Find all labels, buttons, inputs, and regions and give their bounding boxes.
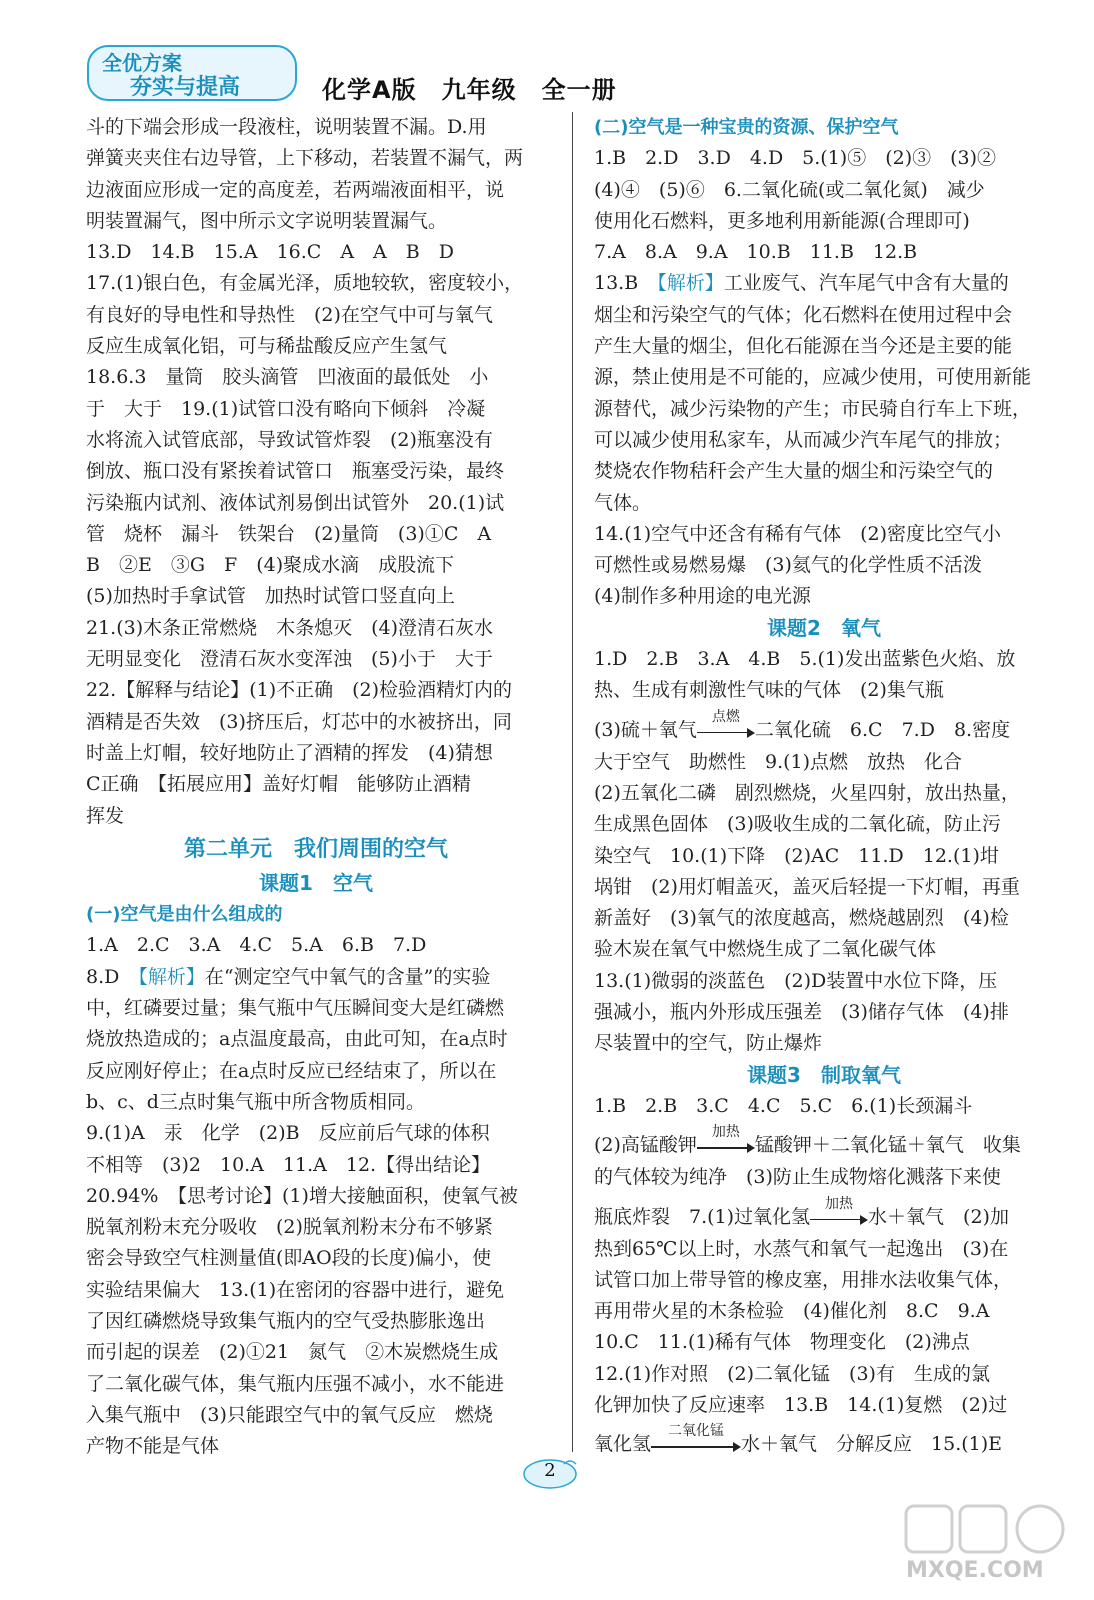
section2b-line-3: 源替代，减少污染物的产生；市民骑自行车上下班， <box>594 397 1032 420</box>
section1-line-2: 烧放热造成的；a点温度最高，由此可知，在a点时 <box>86 1028 508 1051</box>
eq4-condition: 二氧化锰 <box>668 1423 725 1440</box>
section2b-line-0: 烟尘和污染空气的气体；化石燃料在使用过程中会 <box>594 303 1013 326</box>
section2b-line-7: 14.(1)空气中还含有稀有气体 (2)密度比空气小 <box>594 522 1002 545</box>
left-line-7: 反应生成氧化铝，可与稀盐酸反应产生氢气 <box>86 335 448 358</box>
section1-line-7: 20.94% 【思考讨论】(1)增大接触面积，使氧气被 <box>86 1184 518 1207</box>
left-line-13: 管 烧杯 漏斗 铁架台 (2)量筒 (3)①C A <box>86 522 492 545</box>
left-line-3: 明装置漏气，图中所示文字说明装置漏气。 <box>86 209 448 232</box>
left-line-5: 17.(1)银白色，有金属光泽，质地较软，密度较小， <box>86 272 524 295</box>
eq1-reactants: (3)硫＋氧气 <box>594 718 697 741</box>
lesson3b-line-1: 试管口加上带导管的橡皮塞，用排水法收集气体， <box>594 1268 1013 1291</box>
lesson3-title: 课题3 制取氧气 <box>747 1062 901 1087</box>
lesson2b-line-5: 新盖好 (3)氧气的浓度越高，燃烧越剧烈 (4)检 <box>594 907 1009 930</box>
section2b-line-1: 产生大量的烟尘，但化石能源在当今还是主要的能 <box>594 335 1013 358</box>
lesson3b-line-2: 再用带火星的木条检验 (4)催化剂 8.C 9.A <box>594 1300 990 1323</box>
lesson2b-line-2: 生成黑色固体 (3)吸收生成的二氧化硫，防止污 <box>594 813 1001 836</box>
reaction-arrow-icon <box>810 1195 868 1227</box>
unit-title: 第二单元 我们周围的空气 <box>183 836 448 862</box>
lesson2b-line-0: 大于空气 助燃性 9.(1)点燃 放热 化合 <box>594 750 963 773</box>
equation-h2o2-mno2 <box>594 1421 1054 1461</box>
left-line-1: 弹簧夹夹住右边导管，上下移动，若装置不漏气，两 <box>86 147 524 170</box>
eq1-products: 二氧化硫 6.C 7.D 8.密度 <box>754 718 1011 741</box>
left-line-16: 21.(3)木条正常燃烧 木条熄灭 (4)澄清石灰水 <box>86 616 494 639</box>
equation-h2o2-heat <box>594 1194 1054 1234</box>
column-divider <box>572 112 573 1452</box>
lesson2a-line-1: 热、生成有刺激性气味的气体 (2)集气瓶 <box>594 679 944 702</box>
section1-line-9: 密会导致空气柱测量值(即AO段的长度)偏小，使 <box>86 1247 492 1270</box>
lesson3-line-2: 的气体较为纯净 (3)防止生成物熔化溅落下来使 <box>594 1166 1001 1189</box>
watermark-logo-icon <box>900 1500 1070 1560</box>
section2b-line-8: 可燃性或易燃易爆 (3)氦气的化学性质不活泼 <box>594 554 982 577</box>
left-column <box>86 112 546 1462</box>
book-title: 化学A版 九年级 全一册 <box>322 76 617 104</box>
q13-prefix: 13.B <box>594 272 658 295</box>
lesson3b-line-3: 10.C 11.(1)稀有气体 物理变化 (2)沸点 <box>594 1331 970 1354</box>
section2a-line-2: 使用化石燃料，更多地利用新能源(合理即可) <box>594 209 970 232</box>
logo-line2: 夯实与提高 <box>130 75 241 100</box>
section2b-line-6: 气体。 <box>594 491 652 514</box>
left-line-20: 时盖上灯帽，较好地防止了酒精的挥发 (4)猜想 <box>86 741 493 764</box>
logo-graphic <box>86 42 298 104</box>
lesson2-lines-a <box>594 644 1054 707</box>
watermark-text: MXQE.COM <box>906 1558 1044 1583</box>
q13-analysis-tag: 【解析】 <box>657 272 724 295</box>
section1-line-8: 脱氧剂粉末充分吸收 (2)脱氧剂粉末分布不够紧 <box>86 1216 493 1239</box>
eq2-reactants: (2)高锰酸钾 <box>594 1134 697 1157</box>
section1-rest <box>86 993 546 1462</box>
lesson3-lines-b <box>594 1234 1054 1422</box>
left-line-2: 边液面应形成一定的高度差，若两端液面相平，说 <box>86 178 505 201</box>
lesson2b-line-8: 强减小，瓶内外形成压强差 (3)储存气体 (4)排 <box>594 1001 1009 1024</box>
eq1-condition: 点燃 <box>711 708 740 725</box>
section2a-line-1: (4)④ (5)⑥ 6.二氧化硫(或二氧化氮) 减少 <box>594 178 985 201</box>
left-line-18: 22.【解释与结论】(1)不正确 (2)检验酒精灯内的 <box>86 679 513 702</box>
left-line-19: 酒精是否失效 (3)挤压后，灯芯中的水被挤出，同 <box>86 710 512 733</box>
section2a-line-0: 1.B 2.D 3.D 4.D 5.(1)⑤ (2)③ (3)② <box>594 147 997 170</box>
eq4-products: 水＋氧气 分解反应 15.(1)E <box>741 1433 1003 1456</box>
lesson2b-line-4: 埚钳 (2)用灯帽盖灭，盖灭后轻提一下灯帽，再重 <box>594 875 1020 898</box>
section2-title: (二)空气是一种宝贵的资源、保护空气 <box>594 117 899 138</box>
lesson3b-line-0: 热到65℃以上时，水蒸气和氧气一起逸出 (3)在 <box>594 1237 1009 1260</box>
section1-line-12: 而引起的误差 (2)①21 氮气 ②木炭燃烧生成 <box>86 1341 499 1364</box>
section1-line-3: 反应刚好停止；在a点时反应已经结束了，所以在 <box>86 1059 497 1082</box>
section2b-line-4: 可以减少使用私家车，从而减少汽车尾气的排放； <box>594 428 1013 451</box>
lesson3b-line-4: 12.(1)作对照 (2)二氧化锰 (3)有 生成的氯 <box>594 1362 990 1385</box>
left-line-22: 挥发 <box>86 804 125 827</box>
left-line-14: B ②E ③G F (4)聚成水滴 成股流下 <box>86 554 455 577</box>
section1-line-13: 了二氧化碳气体，集气瓶内压强不减小，水不能进 <box>86 1372 505 1395</box>
reaction-arrow-icon <box>697 1124 755 1155</box>
section1-line-10: 实验结果偏大 13.(1)在密闭的容器中进行，避免 <box>86 1278 505 1301</box>
equation-sulfur <box>594 707 1054 747</box>
left-line-11: 倒放、瓶口没有紧挨着试管口 瓶塞受污染，最终 <box>86 460 505 483</box>
section1-line-15: 产物不能是气体 <box>86 1435 220 1458</box>
section1-line-11: 了因红磷燃烧导致集气瓶内的空气受热膨胀逸出 <box>86 1309 486 1332</box>
equation-kmno4 <box>594 1122 1054 1162</box>
left-line-9: 于 大于 19.(1)试管口没有略向下倾斜 冷凝 <box>86 397 486 420</box>
section2b-line-9: (4)制作多种用途的电光源 <box>594 585 811 608</box>
lesson2-title: 课题2 氧气 <box>767 615 881 640</box>
lesson3-line-1: 1.B 2.B 3.C 4.C 5.C 6.(1)长颈漏斗 <box>594 1094 973 1117</box>
eq3-condition: 加热 <box>825 1195 854 1212</box>
left-line-6: 有良好的导电性和导热性 (2)在空气中可与氧气 <box>86 303 493 326</box>
q8-line <box>86 962 546 993</box>
section2-lines-b <box>594 300 1054 613</box>
section2a-line-3: 7.A 8.A 9.A 10.B 11.B 12.B <box>594 241 918 264</box>
eq4-reactants: 氧化氢 <box>594 1433 652 1456</box>
left-line-8: 18.6.3 量筒 胶头滴管 凹液面的最低处 小 <box>86 366 489 389</box>
page-number-badge <box>520 1456 580 1492</box>
reaction-arrow-icon <box>697 708 755 740</box>
watermark <box>900 1500 1070 1590</box>
reaction-arrow-icon <box>651 1423 741 1454</box>
section1-line-6: 不相等 (3)2 10.A 11.A 12.【得出结论】 <box>86 1153 491 1176</box>
lesson2b-line-3: 染空气 10.(1)下降 (2)AC 11.D 12.(1)坩 <box>594 844 999 867</box>
section1-line-4: b、c、d三点时集气瓶中所含物质相同。 <box>86 1090 425 1113</box>
brand-logo <box>86 42 298 104</box>
q13-line <box>594 268 1054 299</box>
section1-title: (一)空气是由什么组成的 <box>86 904 283 926</box>
page-number: 2 <box>544 1460 556 1481</box>
section1-line-14: 入集气瓶中 (3)只能跟空气中的氧气反应 燃烧 <box>86 1403 493 1426</box>
q8-analysis-tag: 【解析】 <box>138 965 205 988</box>
lesson2b-line-1: (2)五氧化二磷 剧烈燃烧，火星四射，放出热量， <box>594 781 1020 804</box>
eq2-condition: 加热 <box>711 1124 740 1141</box>
section1-line-0: 1.A 2.C 3.A 4.C 5.A 6.B 7.D <box>86 934 427 957</box>
eq3-products: 水＋氧气 (2)加 <box>868 1205 1009 1228</box>
eq3-reactants: 瓶底炸裂 7.(1)过氧化氢 <box>594 1205 811 1228</box>
lesson2b-line-9: 尽装置中的空气，防止爆炸 <box>594 1032 823 1055</box>
left-line-0: 斗的下端会形成一段液柱，说明装置不漏。D.用 <box>86 116 487 138</box>
lesson2a-line-0: 1.D 2.B 3.A 4.B 5.(1)发出蓝紫色火焰、放 <box>594 648 1016 671</box>
left-line-15: (5)加热时手拿试管 加热时试管口竖直向上 <box>86 585 455 608</box>
lesson1-title: 课题1 空气 <box>259 870 373 895</box>
left-line-12: 污染瓶内试剂、液体试剂易倒出试管外 20.(1)试 <box>86 491 505 514</box>
right-column <box>594 112 1054 1461</box>
q13-rest: 工业废气、汽车尾气中含有大量的 <box>723 272 1009 295</box>
eq2-products: 锰酸钾＋二氧化锰＋氧气 收集 <box>754 1134 1021 1157</box>
left-line-17: 无明显变化 澄清石灰水变浑浊 (5)小于 大于 <box>86 648 493 671</box>
left-line-10: 水将流入试管底部，导致试管炸裂 (2)瓶塞没有 <box>86 428 493 451</box>
lesson3b-line-5: 化钾加快了反应速率 13.B 14.(1)复燃 (2)过 <box>594 1393 1008 1416</box>
section2b-line-5: 焚烧农作物秸秆会产生大量的烟尘和污染空气的 <box>594 460 994 483</box>
left-line-21: C正确 【拓展应用】盖好灯帽 能够防止酒精 <box>86 773 472 796</box>
lesson2b-line-7: 13.(1)微弱的淡蓝色 (2)D装置中水位下降，压 <box>594 969 998 992</box>
q8-rest: 在“测定空气中氧气的含量”的实验 <box>204 965 491 988</box>
left-answer-lines <box>86 112 546 832</box>
section2-lines-a <box>594 143 1054 268</box>
lesson2b-line-6: 验木炭在氧气中燃烧生成了二氧化碳气体 <box>594 938 937 961</box>
section2b-line-2: 源，禁止使用是不可能的，应减少使用，可使用新能 <box>594 366 1032 389</box>
q8-prefix: 8.D <box>86 965 139 988</box>
lesson2-lines-b <box>594 747 1054 1060</box>
left-line-4: 13.D 14.B 15.A 16.C A A B D <box>86 241 454 264</box>
logo-line1: 全优方案 <box>102 51 182 75</box>
section1-line-1: 中，红磷要过量；集气瓶中气压瞬间变大是红磷燃 <box>86 997 505 1020</box>
section1-line-5: 9.(1)A 汞 化学 (2)B 反应前后气球的体积 <box>86 1122 490 1145</box>
